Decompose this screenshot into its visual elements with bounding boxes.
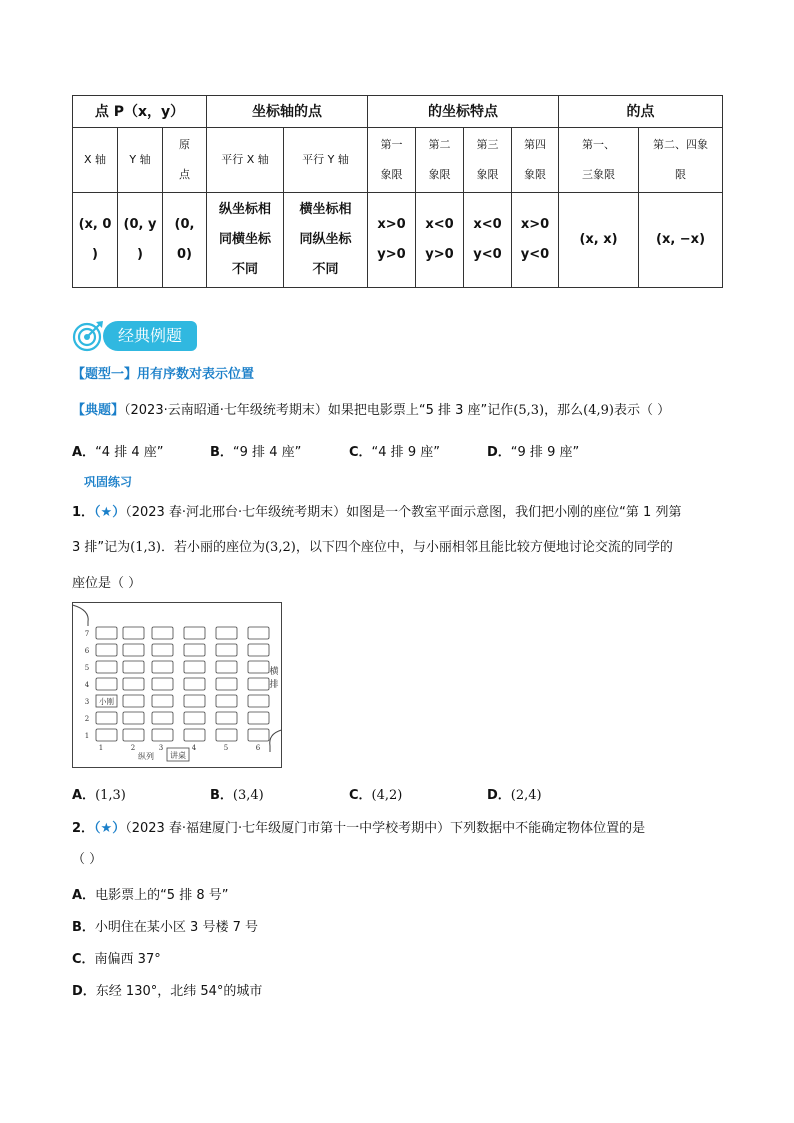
table-cell [118,193,163,288]
desk [248,678,269,690]
table-cell-text: 象限 [476,168,499,181]
table-cell-text: x<0 [473,217,502,232]
option-c: C．(4,2) [349,788,403,803]
table-cell-text: (x, −x) [656,232,706,247]
table-cell-text: 限 [675,168,687,181]
desk [152,661,173,673]
table-cell-text: y>0 [425,247,454,262]
table-header-row [73,96,723,128]
desk [248,712,269,724]
row-number-label: 4 [84,681,90,689]
desk [152,644,173,656]
question-1-line-1: 1．（★）（2023 春·河北邢台·七年级统考期末）如图是一个教室平面示意图，我们把小刚的座位“第 1 列第 [72,505,682,520]
option-b: B．(3,4) [210,788,264,803]
star-icon: （★） [94,505,126,520]
table-cell-text: x>0 [520,217,550,232]
column-number-label: 5 [223,744,229,752]
table-cell [559,193,639,288]
math-expression: (1,3) [130,540,161,555]
column-number-label: 1 [98,744,104,752]
table-cell-text: 第三 [476,138,499,151]
table-cell-text: 0) [177,247,192,262]
table-cell [207,128,284,193]
row-number-label: 3 [84,698,90,706]
table-cell-text: 第一 [380,138,403,151]
row-number-label: 5 [84,664,90,672]
option-d: D．“9 排 9 座” [487,445,580,460]
table-cell [512,193,559,288]
table-cell [512,128,559,193]
option-c: C．南偏西 37° [72,952,161,967]
desk [216,661,237,673]
desk [248,695,269,707]
table-cell-text: Y 轴 [129,153,151,166]
option-a: A．电影票上的“5 排 8 号” [72,888,229,903]
table-cell [368,128,416,193]
desk [152,729,173,741]
example-text: （2023·云南昭通·七年级统考期末）如果把电影票上“5 排 3 座”记作 [124,403,514,418]
desk [184,644,205,656]
example-question [72,401,670,421]
row-axis-label: 横 [269,667,279,677]
star-icon: （★） [94,821,126,836]
table-cell-text: 不同 [232,262,259,277]
table-cell-text: 第二、四象 [653,138,709,151]
coordinate-feature-table [72,95,723,288]
question-1-line-2: 3 排”记为(1,3)．若小丽的座位为(3,2)，以下四个座位中，与小丽相邻且能比较方便地讨论交流的同学的 [72,540,673,555]
table-cell [163,128,207,193]
desk [123,712,144,724]
table-cell [464,193,512,288]
classroom-diagram-svg [72,602,283,768]
desk [184,712,205,724]
table-cell [368,193,416,288]
table-header-cell: 坐标轴的点 [207,96,368,128]
table-cell-text: y<0 [520,247,550,262]
xiaogang-label: 小刚 [99,697,114,706]
door-arc [73,605,89,626]
math-expression: (5,3) [513,403,545,418]
math-expression: (4,9) [583,403,614,418]
table-cell [284,193,368,288]
section-title: 经典例题 [103,321,197,351]
table-cell-text: y>0 [377,247,406,262]
desk [123,678,144,690]
table-cell-text: x<0 [425,217,454,232]
door-arc [270,730,282,752]
table-cell-text: 第一、 [582,138,616,151]
table-cell-text: 第二 [428,138,451,151]
desk [96,661,117,673]
table-cell-text: ) [92,247,98,262]
table-cell-text: 平行 Y 轴 [302,153,349,166]
desk [96,712,117,724]
desk [123,661,144,673]
table-cell-text: X 轴 [83,153,107,166]
desk [216,729,237,741]
table-cell-text: 同横坐标 [219,232,272,247]
desk [123,627,144,639]
table-cell [118,128,163,193]
table-cell-text: (x, 0 [78,217,112,232]
table-cell-text: 平行 X 轴 [221,153,269,166]
desk [216,695,237,707]
table-cell-text: 三象限 [582,168,616,181]
desk [216,627,237,639]
table-cell [639,128,723,193]
desk [123,729,144,741]
table-cell-text: 象限 [380,168,403,181]
table-subheader-row [73,128,723,193]
option-d: D．东经 130°，北纬 54°的城市 [72,984,263,999]
table-cell-text: x>0 [377,217,406,232]
table-cell-text: (0, [174,217,195,232]
table-header-cell: 点 P（x，y） [73,96,207,128]
row-number-label: 1 [84,732,90,740]
desk [96,729,117,741]
table-cell-text: 第四 [524,138,547,151]
table-cell-text: 同纵坐标 [299,232,352,247]
desk [96,627,117,639]
desk [216,644,237,656]
example-text: ，那么 [544,403,584,418]
option-c: C．“4 排 9 座” [349,445,440,460]
desk [184,729,205,741]
desk [184,695,205,707]
table-cell [73,128,118,193]
table-cell-text: 点 [179,168,190,181]
question-type-label: 【题型一】用有序数对表示位置 [72,367,255,382]
desk [248,729,269,741]
question-2-line-2: （ ） [72,852,103,867]
table-cell-text: (x, x) [579,232,618,247]
table-cell [207,193,284,288]
column-number-label: 3 [158,744,164,752]
table-header-cell: 的坐标特点 [368,96,559,128]
column-number-label: 2 [130,744,136,752]
table-cell-text: y<0 [473,247,502,262]
option-a: A．“4 排 4 座” [72,445,164,460]
podium-label: 讲桌 [170,751,186,760]
table-cell-text: 原 [179,138,190,151]
target-icon [72,320,104,352]
classroom-diagram [72,602,283,768]
desk [184,678,205,690]
option-b: B．“9 排 4 座” [210,445,302,460]
row-number-label: 2 [84,715,90,723]
desk [152,695,173,707]
practice-label: 巩固练习 [84,475,133,489]
table-cell [639,193,723,288]
desk [152,712,173,724]
table-cell [73,193,118,288]
desk [96,678,117,690]
desk [152,678,173,690]
desk [123,695,144,707]
desk [184,661,205,673]
desk [216,712,237,724]
table-cell [559,128,639,193]
option-b: B．小明住在某小区 3 号楼 7 号 [72,920,258,935]
table-cell-text: 象限 [524,168,547,181]
desk [248,661,269,673]
example-tag: 【典题】 [72,403,125,418]
row-axis-label: 排 [269,680,279,690]
table-cell-text: 横坐标相 [299,202,352,217]
desk [248,644,269,656]
table-cell [284,128,368,193]
option-d: D．(2,4) [487,788,542,803]
desk [123,644,144,656]
table-cell-text: 象限 [428,168,451,181]
table-cell-text: (0, y [123,217,157,232]
question-2-line-1: 2．（★）（2023 春·福建厦门·七年级厦门市第十一中学校考期中）下列数据中不能确定物体位置的是 [72,821,646,836]
option-a: A．(1,3) [72,788,126,803]
desk [184,627,205,639]
column-axis-label: 纵列 [138,752,154,761]
desk [216,678,237,690]
row-number-label: 6 [84,647,90,655]
table-cell-text: 不同 [312,262,339,277]
table-header-cell: 的点 [559,96,723,128]
example-text: 表示（ ） [613,403,671,418]
table-cell [163,193,207,288]
question-1-line-3: 座位是（ ） [72,576,142,591]
math-expression: (3,2) [264,540,296,555]
table-cell [464,128,512,193]
column-number-label: 6 [255,744,261,752]
desk [248,627,269,639]
desk [96,644,117,656]
table-cell-text: 纵坐标相 [219,202,272,217]
table-cell [416,193,464,288]
table-value-row [73,193,723,288]
row-number-label: 7 [84,630,90,638]
column-number-label: 4 [191,744,197,752]
table-cell [416,128,464,193]
desk [152,627,173,639]
table-cell-text: ) [137,247,143,262]
